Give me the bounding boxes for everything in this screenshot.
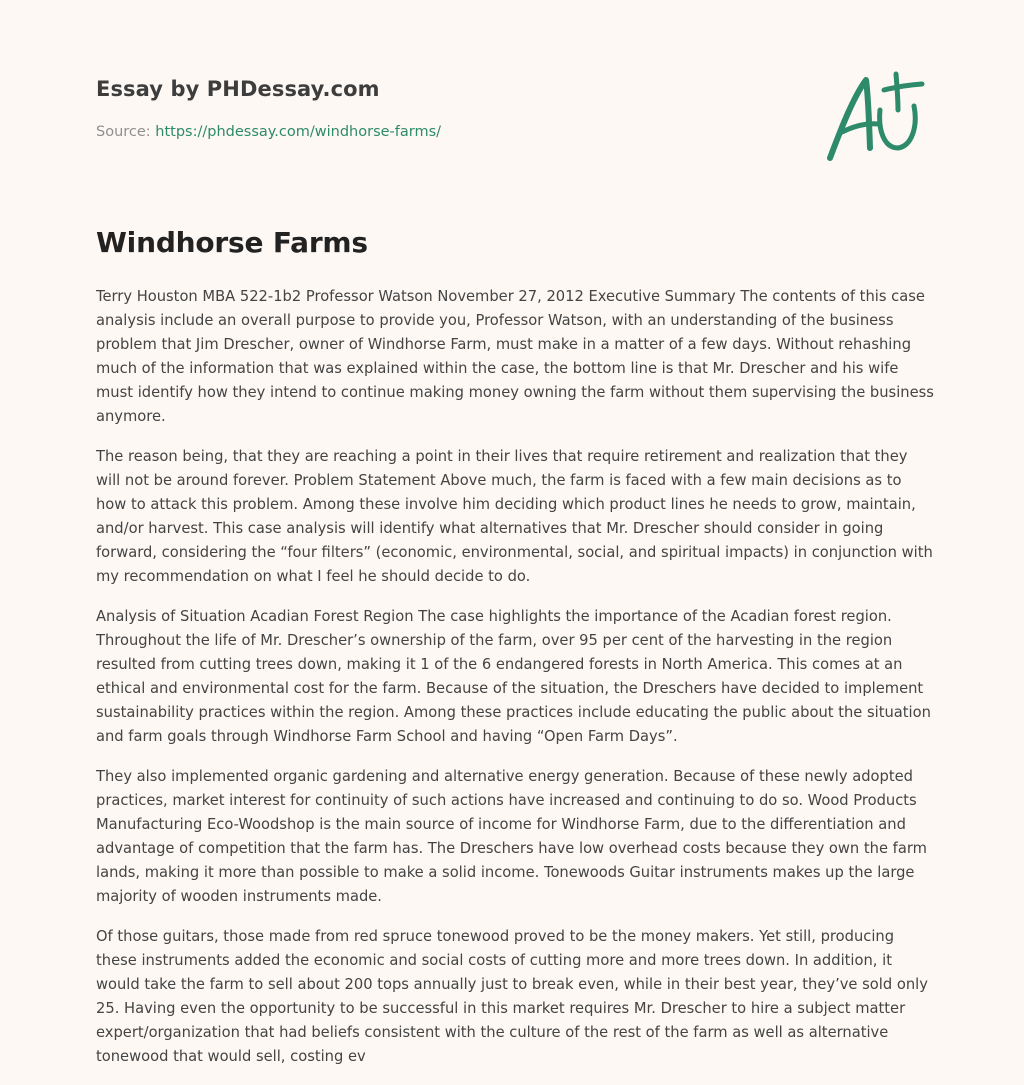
essay-body	[96, 285, 936, 1085]
essay-paragraph: Terry Houston MBA 522-1b2 Professor Watson November 27, 2012 Executive Summary The contents of this case analysis include an overall purpose to provide you, Professor Watson, with an understanding of the business problem that Jim Drescher, owner of Windhorse Farm, must make in a matter of a few days. Without rehashing much of the information that was explained within the case, the bottom line is that Mr. Drescher and his wife must identify how they intend to continue making money owning the farm without them supervising the business anymore.	[96, 288, 934, 425]
source-label: Source:	[96, 124, 156, 140]
essay-paragraph: They also implemented organic gardening and alternative energy generation. Because of these newly adopted practices, market interest for continuity of such actions have increased and continuing to do so. Wood Products Manufacturing Eco-Woodshop is the main source of income for Windhorse Farm, due to the differentiation and advantage of competition that the farm has. The Dreschers have low overhead costs because they own the farm lands, making it more than possible to make a solid income. Tonewoods Guitar instruments makes up the large majority of wooden instruments made.	[96, 768, 927, 905]
site-brand: Essay by PHDessay.com	[96, 77, 380, 101]
essay-paragraph: Of those guitars, those made from red spruce tonewood proved to be the money makers. Yet still, producing these instruments added the economic and social costs of cutting more and more trees down. In addition, it would take the farm to sell about 200 tops annually just to break even, while in their best year, they’ve sold only 25. Having even the opportunity to be successful in this market requires Mr. Drescher to hire a subject matter expert/organization that had beliefs consistent with the culture of the rest of the farm as well as alternative tonewood that would sell, costing ev	[96, 928, 928, 1065]
essay-paragraph: The reason being, that they are reaching a point in their lives that require retirement and realization that they will not be around forever. Problem Statement Above much, the farm is faced with a few main decisions as to how to attack this problem. Among these involve him deciding which product lines he needs to grow, maintain, and/or harvest. This case analysis will identify what alternatives that Mr. Drescher should consider in going forward, considering the “four filters” (economic, environmental, social, and spiritual impacts) in conjunction with my recommendation on what I feel he should decide to do.	[96, 448, 933, 585]
a-plus-logo-icon	[818, 66, 930, 166]
essay-title: Windhorse Farms	[96, 226, 368, 259]
source-link[interactable]: https://phdessay.com/windhorse-farms/	[155, 124, 442, 140]
essay-paragraph: Analysis of Situation Acadian Forest Region The case highlights the importance of the Acadian forest region. Throughout the life of Mr. Drescher’s ownership of the farm, over 95 per cent of the harvesting in the region resulted from cutting trees down, making it 1 of the 6 endangered forests in North America. This comes at an ethical and environmental cost for the farm. Because of the situation, the Dreschers have decided to implement sustainability practices within the region. Among these practices include educating the public about the situation and farm goals through Windhorse Farm School and having “Open Farm Days”.	[96, 608, 931, 745]
source-line	[96, 124, 441, 140]
